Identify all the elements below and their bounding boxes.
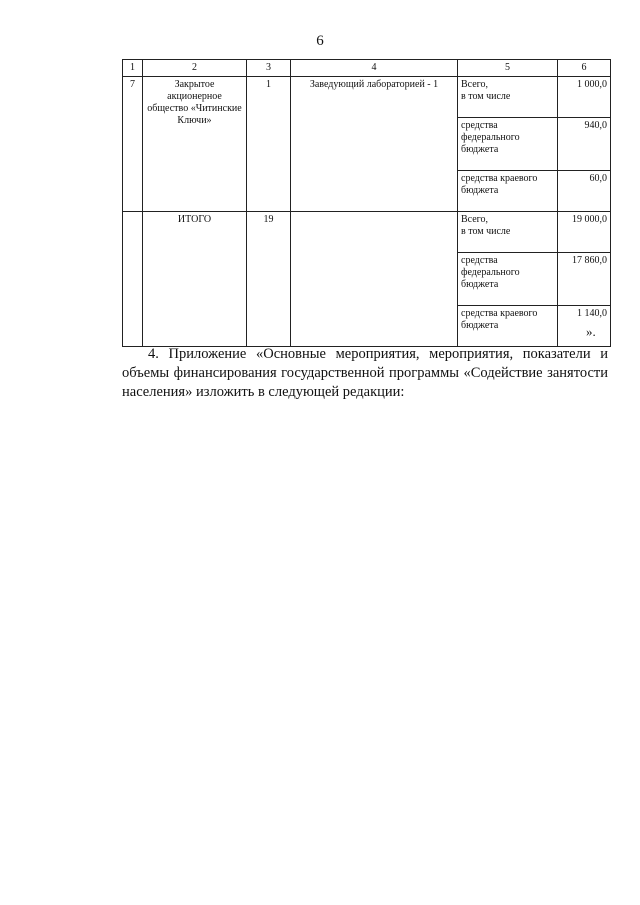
row-number: [123, 212, 143, 347]
header-cell: 3: [247, 60, 291, 77]
amount-cell: 19 000,0: [558, 212, 611, 253]
total-label: ИТОГО: [143, 212, 247, 347]
source-label: средства краевого бюджета: [458, 306, 558, 347]
source-label: средства федерального бюджета: [458, 253, 558, 306]
amount-cell: 1 140,0: [558, 306, 611, 347]
header-cell: 1: [123, 60, 143, 77]
funding-table: [122, 59, 611, 347]
table-row-total: [123, 212, 611, 253]
header-cell: 4: [291, 60, 458, 77]
source-label: средства федерального бюджета: [458, 118, 558, 171]
closing-quote: ».: [586, 324, 596, 339]
count-cell: 19: [247, 212, 291, 347]
table-header-row: [123, 60, 611, 77]
amount-cell: 17 860,0: [558, 253, 611, 306]
position-cell: [291, 212, 458, 347]
source-label: Всего, в том числе: [458, 77, 558, 118]
header-cell: 5: [458, 60, 558, 77]
table-row: [123, 77, 611, 118]
page-number: 6: [316, 33, 324, 49]
row-number: 7: [123, 77, 143, 212]
organization-name: Закрытое акционерное общество «Читинские Ключи»: [143, 77, 247, 212]
amount-cell: 1 000,0: [558, 77, 611, 118]
source-label: Всего, в том числе: [458, 212, 558, 253]
count-cell: 1: [247, 77, 291, 212]
header-cell: 2: [143, 60, 247, 77]
amount-cell: 60,0: [558, 171, 611, 212]
source-label: средства краевого бюджета: [458, 171, 558, 212]
amendment-paragraph: 4. Приложение «Основные мероприятия, мероприятия, показатели и объемы финансирования государственной программы «Содействие занятости населения» изложить в следующей редакции:: [122, 346, 608, 400]
position-cell: Заведующий лабораторией - 1: [291, 77, 458, 212]
header-cell: 6: [558, 60, 611, 77]
amount-cell: 940,0: [558, 118, 611, 171]
